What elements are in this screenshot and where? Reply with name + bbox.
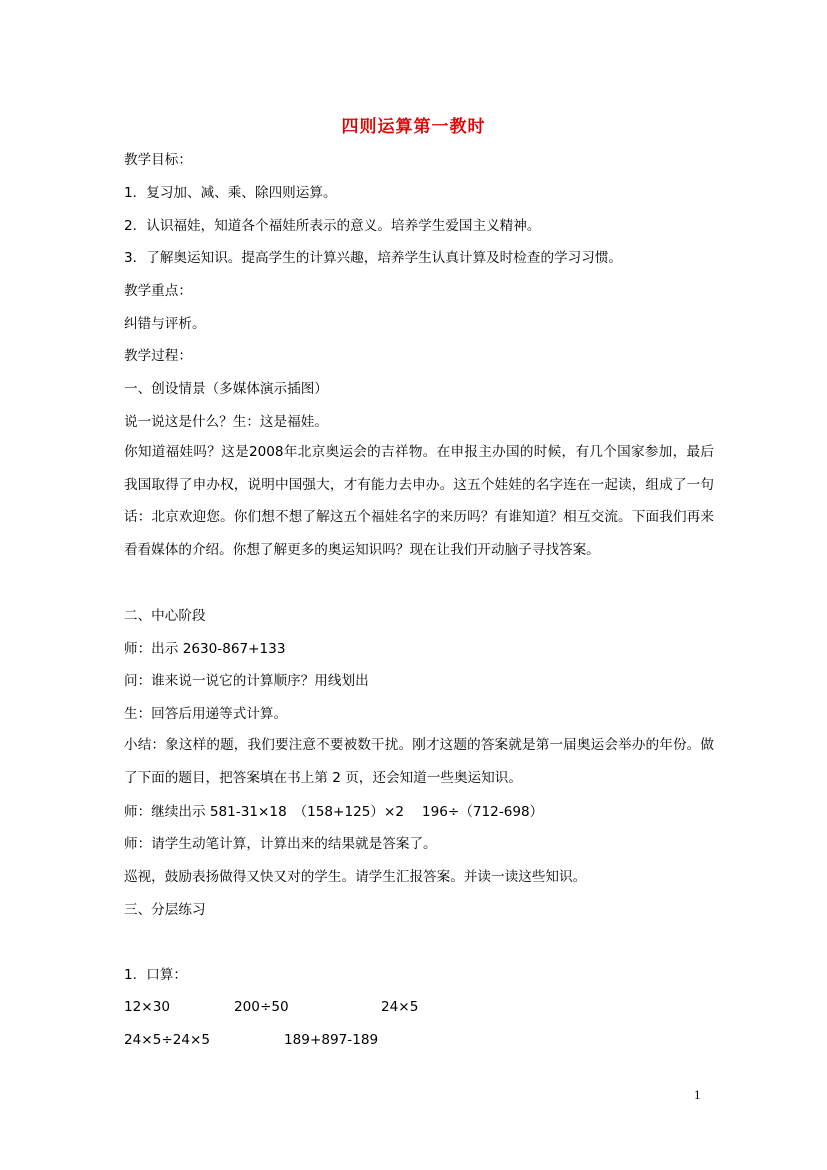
oral-calc-heading: 1．口算： bbox=[124, 967, 188, 983]
section-1-heading: 一、创设情景（多媒体演示插图） bbox=[124, 381, 328, 397]
oral-item: 189+897-189 bbox=[284, 1032, 379, 1048]
goal-3: 3．了解奥运知识。提高学生的计算兴趣，培养学生认真计算及时检查的学习习惯。 bbox=[124, 250, 623, 266]
student-line: 生：回答后用递等式计算。 bbox=[124, 706, 288, 722]
teacher-line-2: 师：继续出示 581-31×18 （158+125）×2 196÷（712-698） bbox=[124, 804, 544, 820]
oral-item: 24×5 bbox=[381, 999, 419, 1015]
summary-paragraph: 小结：象这样的题，我们要注意不要被数干扰。刚才这题的答案就是第一届奥运会举办的年份。做了下面的题目，把答案填在书上第 2 页，还会知道一些奥运知识。 bbox=[124, 737, 714, 786]
teaching-focus-heading: 教学重点： bbox=[124, 283, 192, 299]
page-number: 1 bbox=[694, 1087, 701, 1102]
patrol-line: 巡视，鼓励表扬做得又快又对的学生。请学生汇报答案。并读一读这些知识。 bbox=[124, 869, 587, 885]
oral-item: 24×5÷24×5 bbox=[124, 1032, 211, 1048]
section-3-heading: 三、分层练习 bbox=[124, 902, 206, 918]
teaching-goals-heading: 教学目标： bbox=[124, 152, 192, 168]
document-title: 四则运算第一教时 bbox=[341, 117, 486, 137]
teacher-line-1: 师：出示 2630-867+133 bbox=[124, 641, 286, 657]
oral-item: 200÷50 bbox=[234, 999, 289, 1015]
question-line: 问：谁来说一说它的计算顺序？用线划出 bbox=[124, 673, 369, 689]
oral-item: 12×30 bbox=[124, 999, 170, 1015]
goal-1: 1．复习加、减、乘、除四则运算。 bbox=[124, 185, 337, 201]
teacher-line-3: 师：请学生动笔计算，计算出来的结果就是答案了。 bbox=[124, 836, 437, 852]
section-2-heading: 二、中心阶段 bbox=[124, 608, 206, 624]
intro-paragraph: 你知道福娃吗？这是2008年北京奥运会的吉祥物。在申报主办国的时候，有几个国家参加，最后我国取得了申办权，说明中国强大，才有能力去申办。这五个娃娃的名字连在一起读，组成了一句话：北京欢迎您。你们想不想了解这五个福娃名字的来历吗？有谁知道？相互交流。下面我们再来看看媒体的介绍。你想了解更多的奥运知识吗？现在让我们开动脑子寻找答案。 bbox=[124, 444, 714, 559]
dialogue-line: 说一说这是什么？生：这是福娃。 bbox=[124, 414, 328, 430]
goal-2: 2．认识福娃，知道各个福娃所表示的意义。培养学生爱国主义精神。 bbox=[124, 218, 541, 234]
teaching-focus-text: 纠错与评析。 bbox=[124, 316, 206, 332]
teaching-process-heading: 教学过程： bbox=[124, 348, 192, 364]
